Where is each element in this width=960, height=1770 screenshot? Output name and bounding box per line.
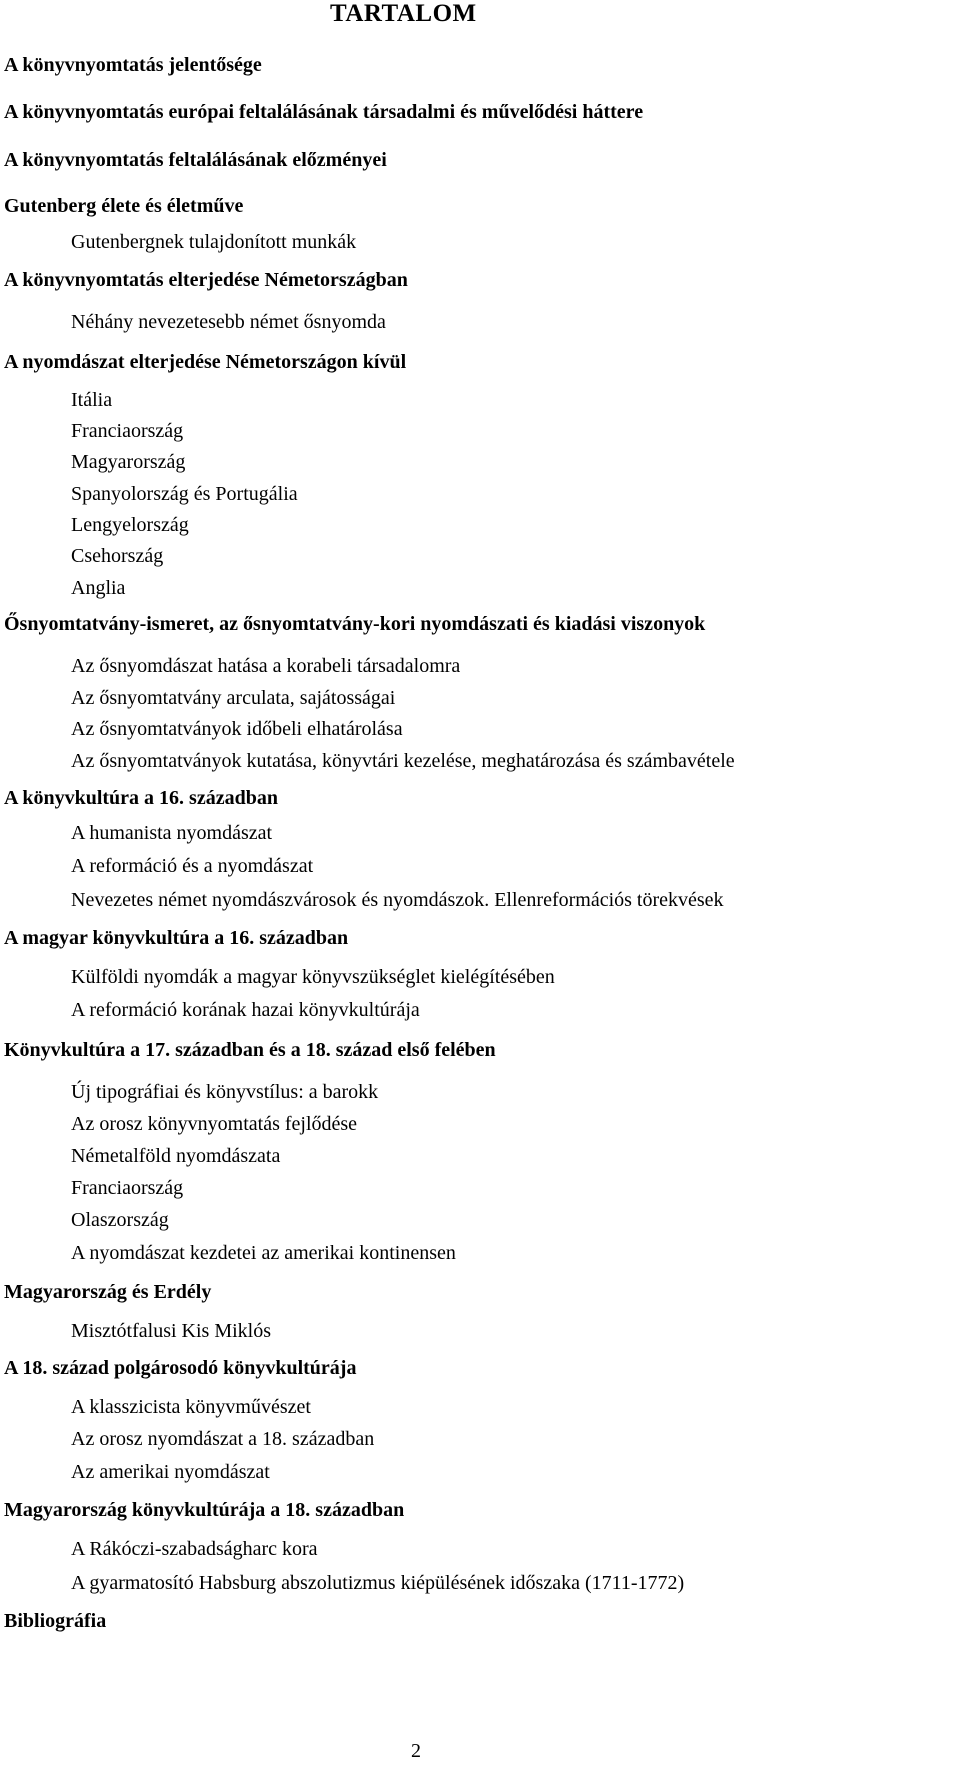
toc-subentry: Gutenbergnek tulajdonított munkák <box>71 231 357 253</box>
toc-subentry: Az orosz könyvnyomtatás fejlődése <box>71 1113 358 1135</box>
toc-subentry: A gyarmatosító Habsburg abszolutizmus kiépülésének időszaka (1711-1772) <box>71 1572 685 1594</box>
toc-subentry: Nevezetes német nyomdászvárosok és nyomdászok. Ellenreformációs törekvések <box>71 889 724 911</box>
page-number: 2 <box>411 1740 421 1762</box>
toc-heading: Bibliográfia <box>4 1610 107 1632</box>
toc-heading: A könyvnyomtatás feltalálásának előzményei <box>4 149 387 171</box>
toc-subentry: Az amerikai nyomdászat <box>71 1461 270 1483</box>
toc-subentry: Néhány nevezetesebb német ősnyomda <box>71 311 386 333</box>
toc-heading: A könyvnyomtatás jelentősége <box>4 54 262 76</box>
toc-heading: Gutenberg élete és életműve <box>4 195 244 217</box>
toc-subentry: Misztótfalusi Kis Miklós <box>71 1320 272 1342</box>
toc-subentry: A nyomdászat kezdetei az amerikai kontinensen <box>71 1242 456 1264</box>
toc-subentry: Az ősnyomtatványok kutatása, könyvtári kezelése, meghatározása és számbavétele <box>71 750 735 772</box>
toc-subentry: Csehország <box>71 545 164 567</box>
toc-heading: Magyarország könyvkultúrája a 18. században <box>4 1499 405 1521</box>
page-title: TARTALOM <box>330 0 477 27</box>
toc-subentry: A humanista nyomdászat <box>71 822 273 844</box>
toc-subentry: Az ősnyomdászat hatása a korabeli társadalomra <box>71 655 461 677</box>
toc-heading: A nyomdászat elterjedése Németországon kívül <box>4 351 407 373</box>
toc-subentry: Anglia <box>71 577 126 599</box>
toc-subentry: Magyarország <box>71 451 186 473</box>
toc-subentry: A klasszicista könyvművészet <box>71 1396 311 1418</box>
toc-heading: Ősnyomtatvány-ismeret, az ősnyomtatvány-kori nyomdászati és kiadási viszonyok <box>4 613 706 635</box>
toc-heading: Magyarország és Erdély <box>4 1281 212 1303</box>
toc-subentry: A Rákóczi-szabadságharc kora <box>71 1538 318 1560</box>
toc-subentry: Új tipográfiai és könyvstílus: a barokk <box>71 1081 379 1103</box>
toc-subentry: Franciaország <box>71 420 184 442</box>
toc-subentry: A reformáció korának hazai könyvkultúrája <box>71 999 420 1021</box>
toc-subentry: Lengyelország <box>71 514 189 536</box>
toc-subentry: Az ősnyomtatvány arculata, sajátosságai <box>71 687 396 709</box>
toc-subentry: A reformáció és a nyomdászat <box>71 855 314 877</box>
toc-heading: A könyvkultúra a 16. században <box>4 787 278 809</box>
toc-subentry: Franciaország <box>71 1177 184 1199</box>
toc-heading: A könyvnyomtatás európai feltalálásának társadalmi és művelődési háttere <box>4 101 644 123</box>
toc-subentry: Az orosz nyomdászat a 18. században <box>71 1428 375 1450</box>
toc-subentry: Németalföld nyomdászata <box>71 1145 281 1167</box>
toc-heading: A könyvnyomtatás elterjedése Németországban <box>4 269 408 291</box>
toc-heading: A magyar könyvkultúra a 16. században <box>4 927 349 949</box>
toc-subentry: Külföldi nyomdák a magyar könyvszükséglet kielégítésében <box>71 966 555 988</box>
toc-subentry: Az ősnyomtatványok időbeli elhatárolása <box>71 718 403 740</box>
toc-subentry: Itália <box>71 389 113 411</box>
toc-subentry: Spanyolország és Portugália <box>71 483 298 505</box>
toc-subentry: Olaszország <box>71 1209 169 1231</box>
toc-heading: A 18. század polgárosodó könyvkultúrája <box>4 1357 357 1379</box>
toc-heading: Könyvkultúra a 17. században és a 18. század első felében <box>4 1039 496 1061</box>
